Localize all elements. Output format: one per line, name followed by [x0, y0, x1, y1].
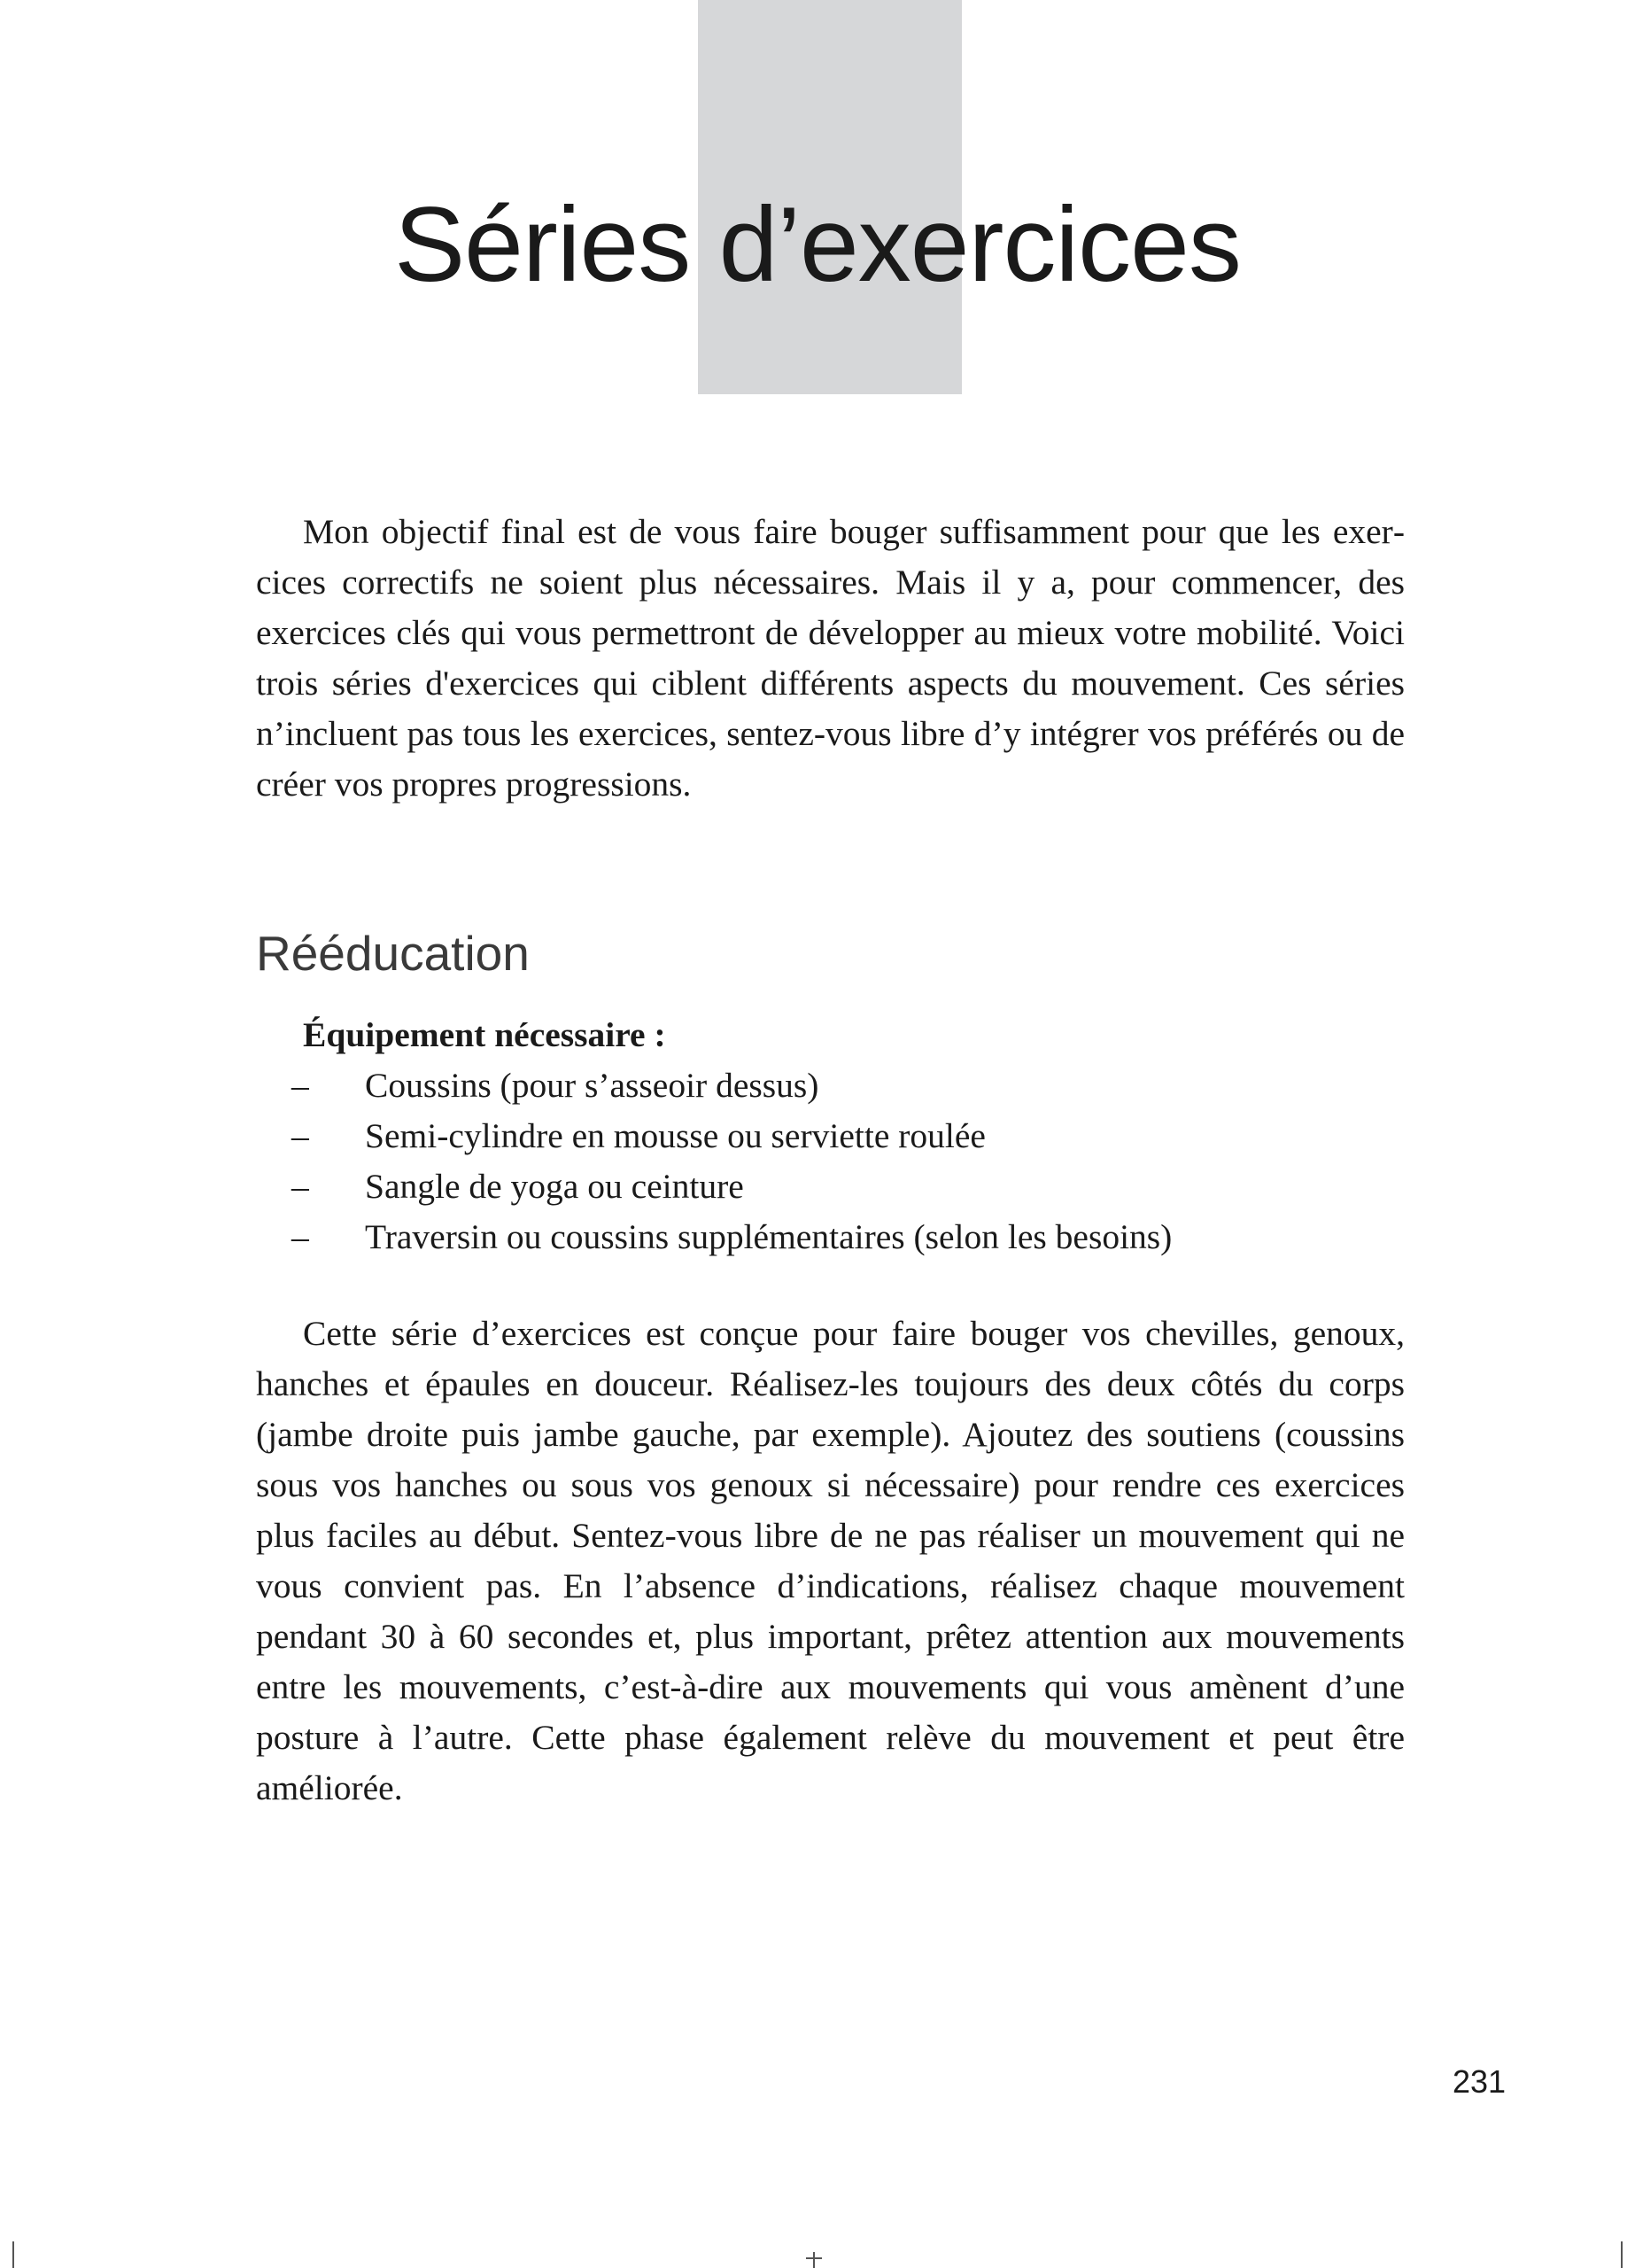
- body-section: [256, 1309, 1405, 1814]
- list-item: [291, 1161, 1366, 1212]
- equipment-list: [291, 1060, 1366, 1262]
- body-paragraph: Cette série d’exercices est conçue pour faire bouger vos chevilles, genoux, hanches et épaules en douceur. Réalisez-les toujours des deux côtés du corps (jambe droite puis jambe gauche, par exemple). Ajoutez des soutiens (coussins sous vos hanches ou sous vos genoux si nécessaire) pour rendre ces exercices plus faciles au début. Sentez-vous libre de ne pas réaliser un mouvement qui ne vous convient pas. En l’absence d’indications, réalisez chaque mouvement pendant 30 à 60 secondes et, plus important, prêtez attention aux mouvements entre les mouvements, c’est-à-dire aux mouvements qui vous amènent d’une posture à l’autre. Cette phase également relève du mouvement et peut être améliorée.: [256, 1314, 1405, 1807]
- equipment-block: [291, 1010, 1366, 1262]
- bullet-dash: –: [291, 1167, 309, 1206]
- crop-mark-center-h: [806, 2257, 822, 2259]
- crop-mark-center: [813, 2252, 815, 2268]
- list-item: [291, 1212, 1366, 1262]
- list-item: [291, 1060, 1366, 1111]
- bullet-dash: –: [291, 1116, 309, 1155]
- intro-paragraph: Mon objectif final est de vous faire bouger suffisamment pour que les exercices correctifs ne soient plus nécessaires. Mais il y a, pour commencer, des exercices clés qui vous permettront de développer au mieux votre mobilité. Voici trois séries d'exercices qui ciblent différents aspects du mouvement. Ces séries n’incluent pas tous les exercices, sentez-vous libre d’y intégrer vos préférés ou de créer vos propres progressions.: [256, 512, 1405, 804]
- chapter-title: Séries d’exercices: [394, 185, 1241, 304]
- equipment-item: Semi-cylindre en mousse ou serviette roulée: [365, 1116, 986, 1155]
- page-number: 231: [1453, 2063, 1507, 2100]
- intro-section: [256, 507, 1405, 810]
- bullet-dash: –: [291, 1066, 309, 1105]
- equipment-label: Équipement nécessaire :: [303, 1015, 666, 1054]
- crop-mark-left: [12, 2241, 14, 2268]
- section-heading: Rééducation: [256, 926, 530, 981]
- crop-mark-right: [1621, 2241, 1623, 2268]
- equipment-item: Traversin ou coussins supplémentaires (selon les besoins): [365, 1217, 1173, 1256]
- bullet-dash: –: [291, 1217, 309, 1256]
- equipment-item: Sangle de yoga ou ceinture: [365, 1167, 744, 1206]
- list-item: [291, 1111, 1366, 1161]
- equipment-item: Coussins (pour s’asseoir dessus): [365, 1066, 819, 1105]
